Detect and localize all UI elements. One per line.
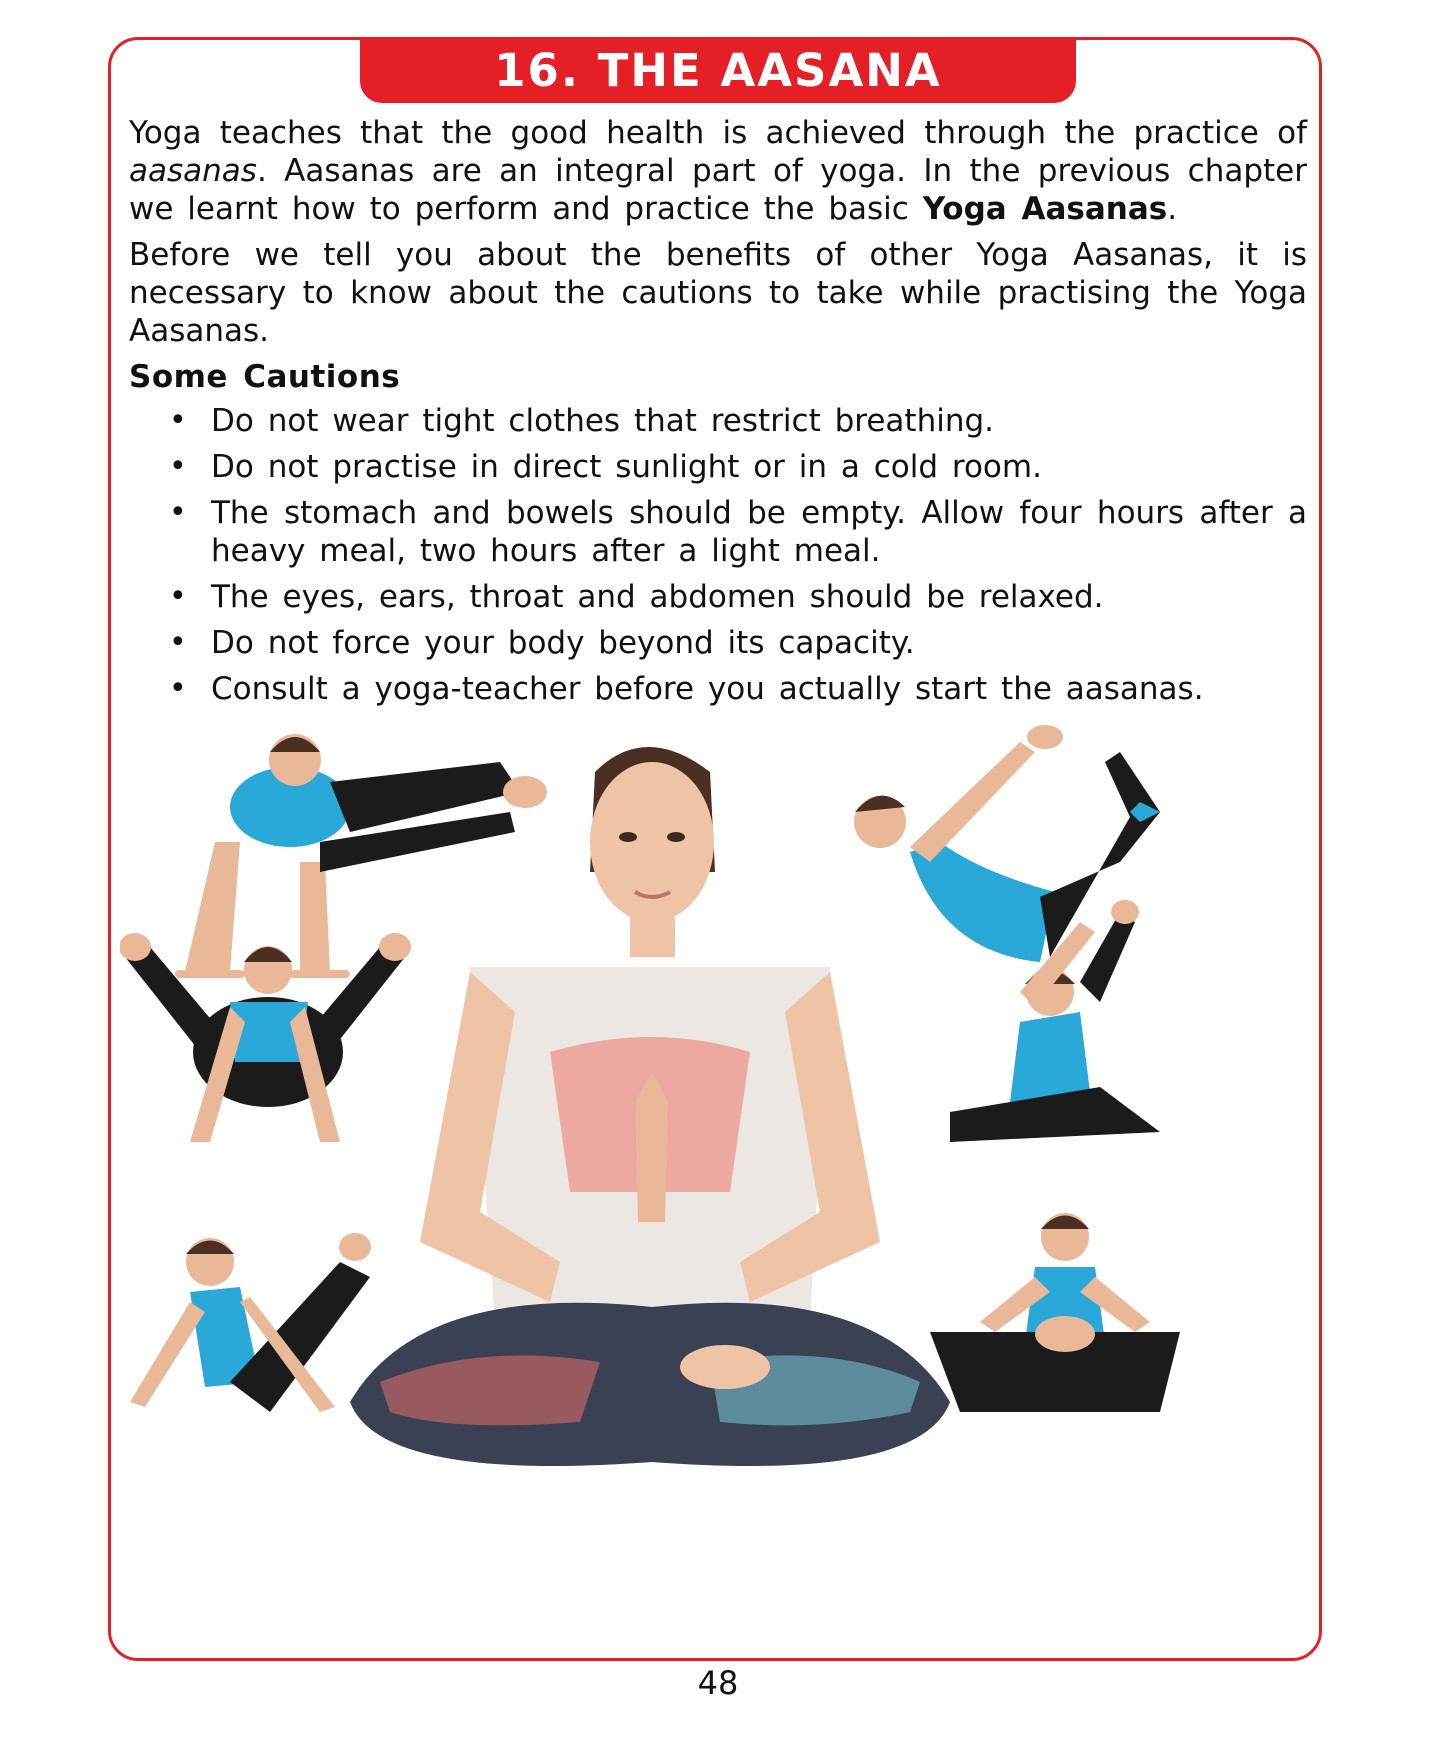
caution-item: • The eyes, ears, throat and abdomen should be relaxed. [129,578,1307,616]
cautions-list [129,402,1307,708]
caution-item: • Consult a yoga-teacher before you actually start the aasanas. [129,670,1307,708]
intro-bold-term: Yoga Aasanas [922,191,1168,227]
intro-text: Yoga teaches that the good health is achieved through the practice of [129,115,1307,151]
chapter-title: 16. THE AASANA [494,43,942,97]
figure-arm-balance [175,734,547,978]
body-text [129,114,1307,716]
intro-paragraph-1 [129,114,1307,228]
cautions-heading: Some Cautions [129,359,401,395]
intro-text-cont: . Aasanas are an integral part of yoga. In the previous chapter we learnt how to perform and practice the basic [129,153,1307,227]
caution-item: • Do not wear tight clothes that restrict breathing. [129,402,1307,440]
chapter-title-banner [360,37,1076,103]
figure-meditation-center [350,747,950,1466]
caution-item: • Do not practise in direct sunlight or in a cold room. [129,448,1307,486]
intro-period: . [1167,191,1178,227]
figure-boat-pose [130,1233,371,1412]
yoga-illustration [120,722,1310,1622]
caution-item: • Do not force your body beyond its capacity. [129,624,1307,662]
figure-wide-leg-balance [120,933,411,1142]
caution-item: • The stomach and bowels should be empty. Allow four hours after a heavy meal, two hours after a light meal. [129,494,1307,570]
intro-italic-term: aasanas [129,153,257,189]
page-number: 48 [697,1664,739,1702]
intro-paragraph-2: Before we tell you about the benefits of other Yoga Aasanas, it is necessary to know about the cautions to take while practising the Yoga Aasanas. [129,237,1307,349]
figure-butterfly-pose [930,1213,1180,1412]
